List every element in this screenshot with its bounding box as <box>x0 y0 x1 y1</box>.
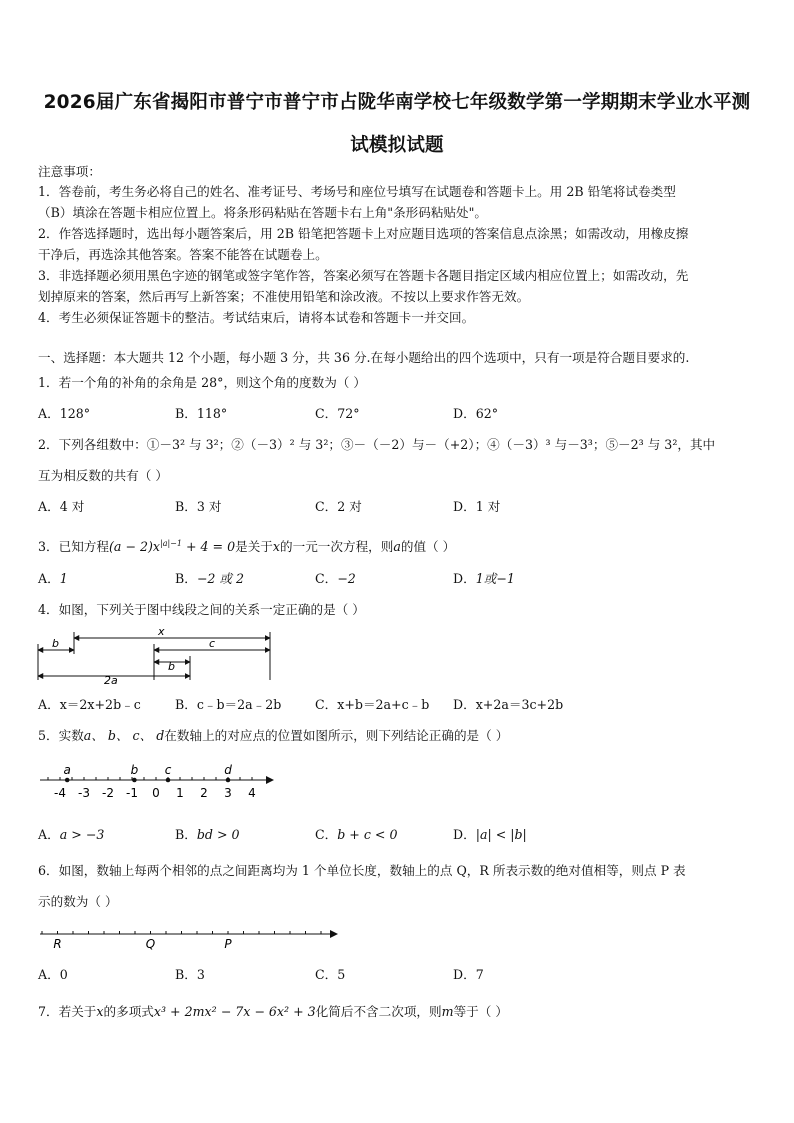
q5-tick-label: 3 <box>224 786 232 800</box>
section-heading: 一、选择题：本大题共 12 个小题，每小题 3 分，共 36 分.在每小题给出的四个选项中，只有一项是符合题目要求的. <box>38 350 690 365</box>
q2-option-c: C．2 对 <box>315 499 362 514</box>
q5-point-label: a <box>63 763 71 777</box>
q5-vars: a、 b、 c、 d <box>83 728 165 743</box>
q5-tick-label: 0 <box>152 786 160 800</box>
notice-line: 2．作答选择题时，选出每小题答案后，用 2B 铅笔把答题卡上对应题目选项的答案信息点涂黑；如需改动，用橡皮擦 <box>38 226 689 241</box>
q7-mid2: 化简后不含二次项，则 <box>315 1004 442 1019</box>
q6-option-a: A．0 <box>38 967 68 982</box>
q3-var-x: x <box>272 539 280 555</box>
q6-option-d: D．7 <box>453 967 484 982</box>
question-6-stem: 6．如图，数轴上每两个相邻的点之间距离均为 1 个单位长度，数轴上的点 Q，R 所表示数的绝对值相等，则点 P 表 <box>38 863 686 878</box>
q3-option-c: C．−2 <box>315 571 356 586</box>
question-2-stem-cont: 互为相反数的共有（ ） <box>38 468 168 483</box>
q2-option-a: A．4 对 <box>38 499 85 514</box>
q5-tick-label: 2 <box>200 786 208 800</box>
q4-option-c: C．x+b＝2a+c﹣b <box>315 697 430 712</box>
exam-title-line-1: 2026届广东省揭阳市普宁市普宁市占陇华南学校七年级数学第一学期期末学业水平测 <box>43 92 751 113</box>
q3-option-a: A．1 <box>38 571 68 586</box>
q3-exponent: |a|−1 <box>160 539 182 548</box>
q5-tick-label: -1 <box>126 786 138 800</box>
q5-tick-label: 1 <box>176 786 184 800</box>
q7-var-m: m <box>441 1004 454 1019</box>
q3-suffix: 的值（ ） <box>400 539 456 555</box>
q1-option-d: D．62° <box>453 406 499 421</box>
q4-label-b: b <box>52 637 59 650</box>
q6-number-line <box>38 922 342 954</box>
q2-option-d: D．1 对 <box>453 499 501 514</box>
q3-option-d: D．1或−1 <box>453 571 515 586</box>
q4-label-b2: b <box>168 660 175 673</box>
q5-point <box>65 778 70 783</box>
q7-mid: 的多项式 <box>103 1004 154 1019</box>
q5-tick-label: -4 <box>54 786 66 800</box>
notice-line: 划掉原来的答案，然后再写上新答案；不准使用铅笔和涂改液。不按以上要求作答无效。 <box>38 289 530 304</box>
q7-var-x: x <box>96 1004 104 1019</box>
q4-option-a: A．x＝2x+2b﹣c <box>38 697 141 712</box>
q7-suffix: 等于（ ） <box>453 1004 508 1019</box>
exam-title-line-2: 试模拟试题 <box>350 135 444 156</box>
q5-point-label: c <box>164 763 172 777</box>
q4-label-x: x <box>158 625 165 638</box>
q4-option-b: B．c﹣b＝2a﹣2b <box>175 697 282 712</box>
q6-point-label: R <box>53 937 62 951</box>
notice-line: （B）填涂在答题卡相应位置上。将条形码粘贴在答题卡右上角"条形码粘贴处"。 <box>38 205 488 220</box>
q5-point <box>166 778 171 783</box>
question-5-stem <box>38 728 508 744</box>
q5-option-a: A．a > −3 <box>38 827 105 842</box>
q6-option-b: B．3 <box>175 967 205 982</box>
q5-tick-label: 4 <box>248 786 256 800</box>
q5-tick-label: -3 <box>78 786 90 800</box>
q3-mid2: 的一元一次方程，则 <box>280 539 394 555</box>
q1-option-c: C．72° <box>315 406 360 421</box>
question-2-stem: 2．下列各组数中：①－3² 与 3²；②（－3）² 与 3²；③－（－2）与－（+2）；④（－3）³ 与－3³；⑤－2³ 与 3²，其中 <box>38 437 716 452</box>
q3-prefix: 3．已知方程 <box>38 539 109 555</box>
question-1-stem: 1．若一个角的补角的余角是 28°，则这个角的度数为（ ） <box>38 375 366 390</box>
q5-suffix: 在数轴上的对应点的位置如图所示，则下列结论正确的是（ ） <box>164 728 509 743</box>
notice-line: 3．非选择题必须用黑色字迹的钢笔或签字笔作答，答案必须写在答题卡各题目指定区域内相应位置上；如需改动，先 <box>38 268 689 283</box>
q6-point-label: Q <box>145 937 156 951</box>
question-7-stem <box>38 1004 508 1020</box>
q3-equation: (a − 2)x <box>108 539 160 555</box>
q5-point <box>132 778 137 783</box>
q5-axis-arrow <box>266 776 274 784</box>
q3-mid: 是关于 <box>235 539 273 555</box>
question-3-stem <box>38 536 455 555</box>
q4-option-d: D．x+2a＝3c+2b <box>453 697 564 712</box>
question-6-stem-cont: 示的数为（ ） <box>38 894 118 909</box>
q7-polynomial: x³ + 2mx² − 7x − 6x² + 3 <box>153 1004 316 1019</box>
q3-var-a: a <box>393 539 401 555</box>
notice-line: 4．考生必须保证答题卡的整洁。考试结束后，请将本试卷和答题卡一并交回。 <box>38 310 475 325</box>
notice-line: 1．答卷前，考生务必将自己的姓名、准考证号、考场号和座位号填写在试题卷和答题卡上。用 2B 铅笔将试卷类型 <box>38 184 676 199</box>
q5-option-b: B．bd > 0 <box>175 827 240 842</box>
q5-prefix: 5．实数 <box>38 728 84 743</box>
q2-option-b: B．3 对 <box>175 499 222 514</box>
q6-axis-arrow <box>330 930 338 938</box>
q5-point-label: b <box>130 763 139 777</box>
notice-line: 干净后，再选涂其他答案。答案不能答在试题卷上。 <box>38 247 328 262</box>
q5-number-line <box>38 758 276 804</box>
q5-point <box>226 778 231 783</box>
q1-option-b: B．118° <box>175 406 228 421</box>
notice-heading: 注意事项： <box>38 164 101 179</box>
q6-point-label: P <box>224 937 232 951</box>
q5-option-d: D．|a| < |b| <box>453 827 527 842</box>
q4-label-c: c <box>209 637 216 650</box>
question-4-stem: 4．如图，下列关于图中线段之间的关系一定正确的是（ ） <box>38 602 365 617</box>
q3-equation-tail: + 4 = 0 <box>181 539 236 555</box>
q5-option-c: C．b + c < 0 <box>315 827 398 842</box>
q7-prefix: 7．若关于 <box>38 1004 97 1019</box>
q3-option-b: B．−2 或 2 <box>175 571 245 586</box>
q4-segment-figure <box>34 624 278 686</box>
q1-option-a: A．128° <box>38 406 91 421</box>
q4-label-2a: 2a <box>104 674 118 686</box>
q6-option-c: C．5 <box>315 967 346 982</box>
q5-point-label: d <box>224 763 232 777</box>
q5-tick-label: -2 <box>102 786 114 800</box>
